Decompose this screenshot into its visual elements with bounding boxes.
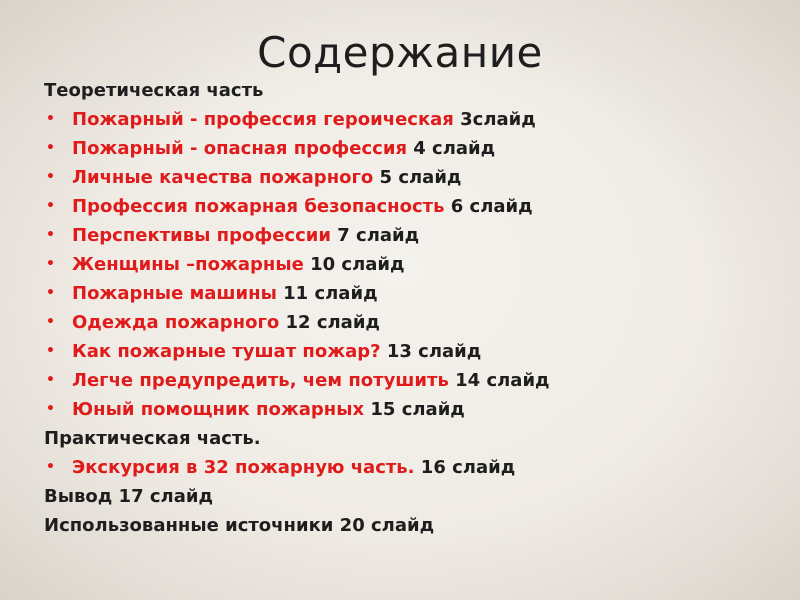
bullet-icon: • <box>46 169 55 185</box>
item-topic: Перспективы профессии <box>72 225 338 246</box>
list-item-theory-3 <box>44 163 784 192</box>
bullet-icon: • <box>46 256 55 272</box>
item-slide-ref: 7 слайд <box>337 225 420 246</box>
list-item-practice-1 <box>44 453 784 482</box>
list-item-theory-11 <box>44 395 784 424</box>
bullet-icon: • <box>46 285 55 301</box>
item-slide-ref: 10 слайд <box>310 254 405 275</box>
item-topic: Женщины –пожарные <box>72 254 311 275</box>
item-slide-ref: 3слайд <box>460 109 536 130</box>
list-item-theory-1 <box>44 105 784 134</box>
bullet-icon: • <box>46 111 55 127</box>
item-topic: Личные качества пожарного <box>72 167 380 188</box>
bullet-icon: • <box>46 314 55 330</box>
item-topic: Одежда пожарного <box>72 312 286 333</box>
item-slide-ref: 11 слайд <box>283 283 378 304</box>
list-item-theory-7 <box>44 279 784 308</box>
bullet-icon: • <box>46 343 55 359</box>
bullet-icon: • <box>46 198 55 214</box>
practice-heading: Практическая часть. <box>44 428 261 449</box>
item-topic: Профессия пожарная безопасность <box>72 196 451 217</box>
bullet-icon: • <box>46 227 55 243</box>
item-slide-ref: 16 слайд <box>420 457 516 478</box>
bullet-icon: • <box>46 140 55 156</box>
item-slide-ref: 12 слайд <box>285 312 380 333</box>
item-topic: Как пожарные тушат пожар? <box>72 341 387 362</box>
bullet-icon: • <box>46 459 55 475</box>
item-slide-ref: 5 слайд <box>379 167 462 188</box>
item-topic: Пожарные машины <box>72 283 284 304</box>
item-topic: Пожарный - опасная профессия <box>72 138 414 159</box>
list-item-theory-4 <box>44 192 784 221</box>
list-item-theory-6 <box>44 250 784 279</box>
list-item-theory-2 <box>44 134 784 163</box>
item-topic: Экскурсия в 32 пожарную часть. <box>72 457 421 478</box>
list-item-theory-10 <box>44 366 784 395</box>
item-slide-ref: 4 слайд <box>413 138 496 159</box>
item-slide-ref: 6 слайд <box>450 196 533 217</box>
item-topic: Легче предупредить, чем потушить <box>72 370 456 391</box>
bullet-icon: • <box>46 401 55 417</box>
slide-title: Содержание <box>257 28 543 77</box>
item-slide-ref: 15 слайд <box>370 399 465 420</box>
bullet-icon: • <box>46 372 55 388</box>
list-item-theory-5 <box>44 221 784 250</box>
item-slide-ref: 13 слайд <box>386 341 482 362</box>
contents-list <box>44 76 784 540</box>
sources-line: Использованные источники 20 слайд <box>44 515 435 536</box>
item-topic: Пожарный - профессия героическая <box>72 109 461 130</box>
item-topic: Юный помощник пожарных <box>72 399 371 420</box>
list-item-theory-9 <box>44 337 784 366</box>
theory-heading: Теоретическая часть <box>44 80 264 101</box>
item-slide-ref: 14 слайд <box>455 370 550 391</box>
conclusion-line: Вывод 17 слайд <box>44 486 214 507</box>
list-item-theory-8 <box>44 308 784 337</box>
